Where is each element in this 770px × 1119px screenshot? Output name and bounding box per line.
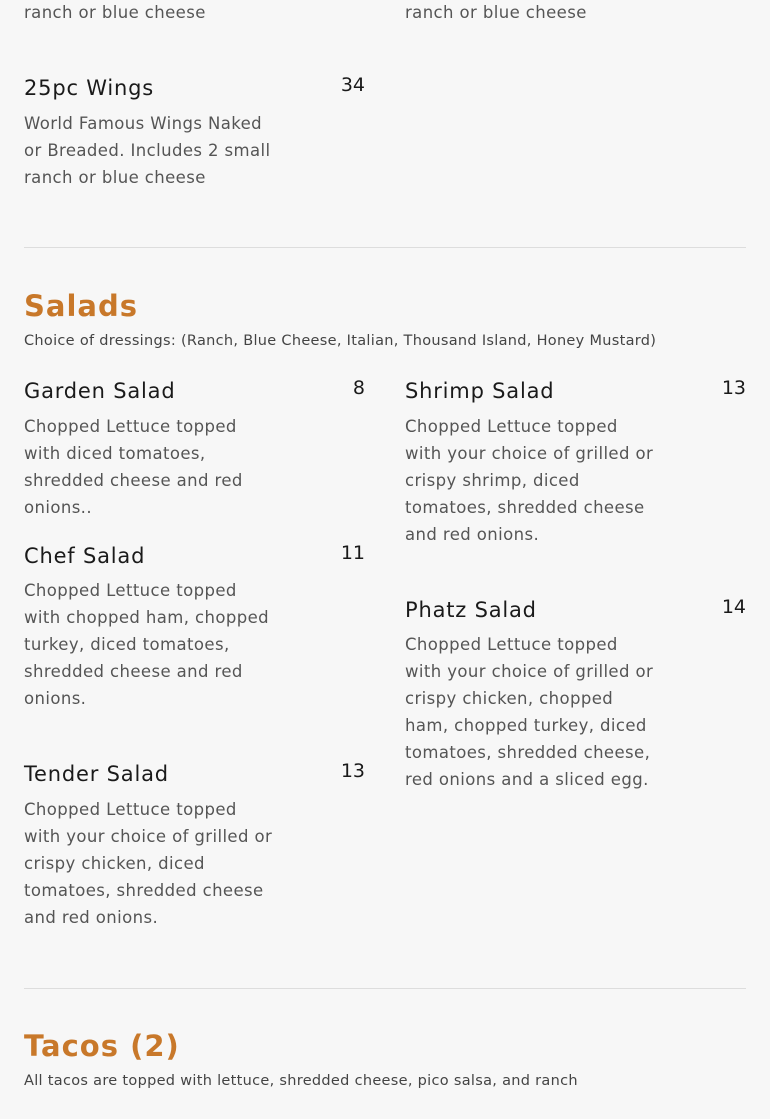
item-price: 13 [721,377,746,399]
item-name: Shrimp Salad [405,379,555,403]
item-description: Chopped Lettuce topped with diced tomatoes, shredded cheese and red onions.. [24,417,243,517]
item-name: 25pc Wings [24,76,154,100]
item-description: Chopped Lettuce topped with your choice of grilled or crispy shrimp, diced tomatoes, shredded cheese and red onions. [405,417,654,544]
item-description: Chopped Lettuce topped with chopped ham, chopped turkey, diced tomatoes, shredded cheese and red onions. [24,581,270,708]
item-price: 13 [340,760,365,782]
item-name: Chef Salad [24,544,146,568]
section-note-tacos: All tacos are topped with lettuce, shredded cheese, pico salsa, and ranch [24,1073,578,1089]
section-title-salads: Salads [24,289,138,323]
item-description-tail-left: ranch or blue cheese [24,3,206,22]
item-price: 8 [352,377,365,399]
section-divider [24,247,746,248]
item-description: Chopped Lettuce topped with your choice of grilled or crispy chicken, chopped ham, chopped turkey, diced tomatoes, shredded cheese, red onions and a sliced egg. [405,635,654,789]
section-title-tacos: Tacos (2) [24,1029,180,1063]
item-name: Garden Salad [24,379,176,403]
item-description: Chopped Lettuce topped with your choice of grilled or crispy chicken, diced tomatoes, shredded cheese and red onions. [24,800,273,927]
item-price: 34 [340,74,365,96]
section-note-salads: Choice of dressings: (Ranch, Blue Cheese, Italian, Thousand Island, Honey Mustard) [24,333,657,349]
item-description-tail-right: ranch or blue cheese [405,3,587,22]
item-price: 11 [340,542,365,564]
section-divider [24,988,746,989]
item-price: 14 [721,596,746,618]
item-description: World Famous Wings Naked or Breaded. Includes 2 small ranch or blue cheese [24,114,271,187]
item-name: Tender Salad [24,762,169,786]
item-name: Phatz Salad [405,598,537,622]
